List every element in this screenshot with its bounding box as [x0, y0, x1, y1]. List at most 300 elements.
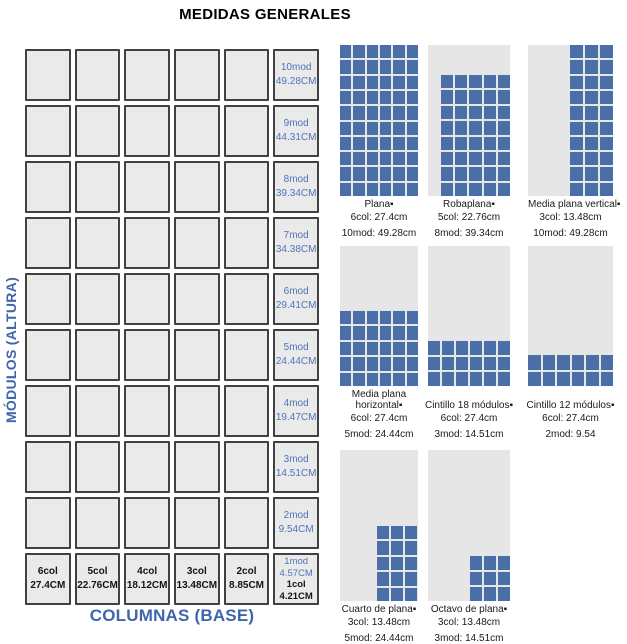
module-square — [380, 122, 391, 135]
module-square — [484, 121, 496, 134]
module-square — [586, 372, 599, 387]
format-label — [428, 199, 510, 239]
module-square — [456, 341, 468, 355]
module-square — [353, 60, 364, 73]
module-square — [484, 587, 496, 601]
module-square — [340, 106, 351, 119]
module-square — [353, 91, 364, 104]
mod-label-cell — [273, 329, 319, 381]
mod-label-cell — [273, 441, 319, 493]
y-axis-label: MÓDULOS (ALTURA) — [3, 276, 19, 424]
module-square — [428, 357, 440, 371]
mod-label: 5mod — [283, 342, 309, 353]
module-square — [498, 341, 510, 355]
module-square — [498, 372, 510, 386]
format-label — [528, 389, 613, 440]
module-square — [484, 183, 496, 196]
module-square — [484, 106, 496, 119]
module-square — [441, 75, 453, 88]
mod-label-cell — [273, 161, 319, 213]
col-label-cell — [25, 553, 71, 605]
module-square — [442, 357, 454, 371]
format-name — [528, 199, 621, 210]
format-name-line: Cintillo 18 módulos▪ — [424, 400, 514, 411]
module-square — [393, 167, 404, 180]
module-square — [570, 137, 583, 150]
grid-cell — [174, 385, 220, 437]
mod-label-cell — [273, 385, 319, 437]
module-square — [585, 106, 598, 119]
mod-label: 7mod — [283, 230, 309, 241]
module-square — [393, 152, 404, 165]
module-square — [380, 326, 391, 339]
mod-label: 10mod — [280, 62, 312, 73]
mod-size-label: 49.28CM — [275, 76, 317, 87]
module-square — [570, 183, 583, 196]
col-label: 4col — [137, 566, 158, 577]
format-mod-size: 5mod: 24.44cm — [344, 429, 414, 440]
module-square — [340, 137, 351, 150]
col-label: 5col — [87, 566, 108, 577]
module-square — [340, 326, 351, 339]
module-square — [353, 45, 364, 58]
grid-cell — [174, 217, 220, 269]
module-square — [498, 121, 510, 134]
module-square — [484, 341, 496, 355]
module-square — [498, 106, 510, 119]
module-square — [428, 372, 440, 386]
grid-cell — [224, 217, 270, 269]
format-name — [340, 389, 418, 411]
grid-cell — [124, 49, 170, 101]
module-square — [441, 183, 453, 196]
format-robaplana — [428, 45, 510, 239]
module-square — [498, 183, 510, 196]
grid-cell — [124, 441, 170, 493]
module-square — [498, 357, 510, 371]
module-square — [367, 373, 378, 386]
module-square — [393, 122, 404, 135]
module-grid — [340, 311, 418, 386]
module-square — [380, 183, 391, 196]
grid-cell — [224, 273, 270, 325]
module-square — [367, 76, 378, 89]
module-square — [407, 326, 418, 339]
module-square — [570, 45, 583, 58]
module-square — [377, 541, 389, 554]
module-grid — [340, 45, 418, 196]
module-square — [340, 167, 351, 180]
grid-cell — [75, 273, 121, 325]
format-mod-size: 2mod: 9.54 — [545, 429, 596, 440]
grid-cell — [124, 497, 170, 549]
mod-label: 3mod — [283, 454, 309, 465]
format-col-size: 3col: 13.48cm — [437, 617, 501, 628]
format-cuarto-de-plana — [340, 450, 418, 644]
module-square — [600, 183, 613, 196]
module-square — [405, 541, 417, 554]
module-square — [470, 357, 482, 371]
grid-cell — [25, 161, 71, 213]
grid-cell — [224, 161, 270, 213]
module-grid — [528, 355, 613, 386]
module-square — [498, 556, 510, 570]
module-square — [393, 183, 404, 196]
col-size-label: 18.12CM — [126, 580, 168, 591]
format-col-size: 6col: 27.4cm — [440, 413, 498, 424]
grid-cell — [174, 273, 220, 325]
module-square — [353, 122, 364, 135]
module-square — [367, 137, 378, 150]
module-square — [407, 91, 418, 104]
module-square — [600, 137, 613, 150]
module-square — [484, 75, 496, 88]
grid-cell — [25, 217, 71, 269]
mod-size-label: 9.54CM — [278, 524, 314, 535]
module-square — [393, 311, 404, 324]
module-square — [441, 106, 453, 119]
format-panel — [528, 246, 613, 386]
module-square — [484, 167, 496, 180]
format-name-line: Octavo de plana▪ — [430, 604, 508, 615]
module-square — [407, 183, 418, 196]
module-square — [340, 122, 351, 135]
format-name-line: Cuarto de plana▪ — [341, 604, 417, 615]
col-label: 3col — [186, 566, 207, 577]
format-name-line: Robaplana▪ — [443, 199, 495, 210]
module-square — [572, 372, 585, 387]
grid-cell — [224, 441, 270, 493]
grid-cell — [124, 105, 170, 157]
corner-label-cell — [273, 553, 319, 605]
format-name-line: Media plana vertical▪ — [528, 199, 621, 210]
grid-cell — [75, 161, 121, 213]
module-square — [367, 167, 378, 180]
module-square — [407, 167, 418, 180]
module-square — [353, 357, 364, 370]
format-col-size: 6col: 27.4cm — [350, 212, 408, 223]
module-square — [353, 137, 364, 150]
module-square — [353, 373, 364, 386]
module-square — [367, 106, 378, 119]
mod-size-label: 24.44CM — [275, 356, 317, 367]
module-square — [469, 75, 481, 88]
measurement-grid — [25, 49, 319, 605]
module-square — [585, 122, 598, 135]
grid-cell — [174, 497, 220, 549]
grid-cell — [124, 385, 170, 437]
grid-cell — [75, 49, 121, 101]
mod-size-label: 29.41CM — [275, 300, 317, 311]
module-square — [367, 183, 378, 196]
module-square — [498, 167, 510, 180]
module-square — [391, 541, 403, 554]
col-label-cell — [124, 553, 170, 605]
format-name-line: Cintillo 12 módulos▪ — [526, 400, 615, 411]
format-mod-size: 5mod: 24.44cm — [344, 633, 414, 644]
module-square — [586, 355, 599, 370]
module-square — [407, 357, 418, 370]
format-media-plana-vertical — [528, 45, 621, 239]
module-square — [367, 122, 378, 135]
format-panel — [340, 450, 418, 601]
module-square — [353, 152, 364, 165]
module-square — [380, 357, 391, 370]
mod-label: 2mod — [283, 510, 309, 521]
module-square — [441, 90, 453, 103]
module-square — [498, 75, 510, 88]
module-square — [407, 373, 418, 386]
mod-label-cell — [273, 49, 319, 101]
mod-size-label: 4.57CM — [279, 567, 313, 579]
module-square — [380, 91, 391, 104]
module-square — [441, 137, 453, 150]
module-square — [380, 60, 391, 73]
module-square — [340, 183, 351, 196]
module-square — [407, 106, 418, 119]
mod-size-label: 19.47CM — [275, 412, 317, 423]
col-size-label: 22.76CM — [77, 580, 118, 591]
module-square — [484, 372, 496, 386]
module-square — [405, 557, 417, 570]
module-square — [470, 372, 482, 386]
format-panel — [340, 246, 418, 386]
module-square — [455, 183, 467, 196]
module-square — [469, 106, 481, 119]
module-square — [428, 341, 440, 355]
format-col-size: 6col: 27.4cm — [542, 413, 599, 424]
col-size-label: 27.4CM — [30, 580, 66, 591]
module-square — [393, 326, 404, 339]
module-square — [470, 587, 482, 601]
mod-label-cell — [273, 273, 319, 325]
mod-size-label: 44.31CM — [275, 132, 317, 143]
module-square — [455, 121, 467, 134]
module-square — [600, 122, 613, 135]
module-square — [340, 76, 351, 89]
module-grid — [470, 556, 510, 601]
module-square — [340, 152, 351, 165]
module-square — [407, 60, 418, 73]
grid-cell — [174, 161, 220, 213]
col-label-cell — [224, 553, 270, 605]
mod-label: 1mod — [284, 556, 309, 567]
grid-cell — [25, 329, 71, 381]
grid-cell — [224, 105, 270, 157]
module-square — [367, 311, 378, 324]
module-square — [570, 152, 583, 165]
module-square — [498, 572, 510, 586]
module-square — [407, 342, 418, 355]
module-grid — [428, 341, 510, 386]
format-col-size: 3col: 13.48cm — [539, 212, 602, 223]
format-label — [340, 604, 418, 644]
module-square — [380, 106, 391, 119]
module-square — [455, 106, 467, 119]
module-square — [469, 183, 481, 196]
mod-label: 8mod — [283, 174, 309, 185]
module-square — [377, 526, 389, 539]
format-label — [428, 604, 510, 644]
module-square — [469, 90, 481, 103]
mod-size-label: 39.34CM — [275, 188, 317, 199]
module-square — [601, 372, 614, 387]
grid-cell — [124, 329, 170, 381]
col-label: 6col — [37, 566, 58, 577]
module-square — [456, 372, 468, 386]
col-size-label: 4.21CM — [279, 590, 313, 602]
module-square — [543, 372, 556, 387]
module-square — [380, 152, 391, 165]
module-square — [393, 91, 404, 104]
module-square — [393, 76, 404, 89]
format-mod-size: 3mod: 14.51cm — [434, 429, 504, 440]
format-mod-size: 10mod: 49.28cm — [341, 228, 417, 239]
module-square — [353, 326, 364, 339]
module-square — [470, 556, 482, 570]
module-square — [570, 167, 583, 180]
format-name — [424, 389, 514, 411]
grid-cell — [224, 385, 270, 437]
grid-cell — [75, 105, 121, 157]
module-square — [455, 152, 467, 165]
format-name — [340, 199, 418, 210]
module-square — [484, 90, 496, 103]
module-square — [469, 167, 481, 180]
module-square — [353, 106, 364, 119]
module-grid — [441, 75, 510, 196]
module-square — [441, 152, 453, 165]
module-square — [442, 372, 454, 386]
module-square — [498, 587, 510, 601]
grid-cell — [124, 217, 170, 269]
module-square — [585, 60, 598, 73]
module-square — [455, 167, 467, 180]
grid-cell — [25, 497, 71, 549]
module-square — [600, 45, 613, 58]
module-square — [393, 60, 404, 73]
mod-label: 4mod — [283, 398, 309, 409]
module-square — [380, 137, 391, 150]
col-size-label: 13.48CM — [176, 580, 218, 591]
grid-cell — [75, 329, 121, 381]
module-square — [407, 311, 418, 324]
module-square — [407, 137, 418, 150]
module-square — [340, 311, 351, 324]
module-square — [572, 355, 585, 370]
grid-cell — [25, 273, 71, 325]
format-name-line: Media plana — [351, 389, 407, 400]
format-panel — [528, 45, 613, 196]
module-square — [456, 357, 468, 371]
module-square — [377, 572, 389, 585]
format-panel — [428, 450, 510, 601]
module-square — [528, 355, 541, 370]
grid-cell — [224, 329, 270, 381]
format-col-size: 5col: 22.76cm — [437, 212, 501, 223]
module-square — [380, 342, 391, 355]
module-grid — [377, 526, 417, 601]
module-square — [393, 137, 404, 150]
module-square — [600, 60, 613, 73]
grid-cell — [224, 497, 270, 549]
module-square — [484, 556, 496, 570]
col-size-label: 8.85CM — [228, 580, 264, 591]
grid-cell — [174, 105, 220, 157]
mod-size-label: 14.51CM — [275, 468, 317, 479]
module-square — [393, 106, 404, 119]
module-square — [600, 76, 613, 89]
module-square — [585, 137, 598, 150]
module-square — [340, 60, 351, 73]
module-square — [455, 137, 467, 150]
module-square — [570, 76, 583, 89]
module-square — [557, 372, 570, 387]
module-square — [442, 341, 454, 355]
module-square — [469, 137, 481, 150]
mod-label: 9mod — [283, 118, 309, 129]
format-plana — [340, 45, 418, 239]
grid-cell — [75, 497, 121, 549]
format-col-size: 6col: 27.4cm — [350, 413, 408, 424]
grid-cell — [25, 105, 71, 157]
module-square — [377, 557, 389, 570]
module-square — [407, 76, 418, 89]
module-square — [585, 152, 598, 165]
col-label-cell — [174, 553, 220, 605]
grid-cell — [75, 385, 121, 437]
module-square — [405, 526, 417, 539]
grid-cell — [174, 441, 220, 493]
module-square — [600, 106, 613, 119]
format-col-size: 3col: 13.48cm — [347, 617, 411, 628]
module-square — [367, 357, 378, 370]
grid-cell — [25, 441, 71, 493]
module-square — [484, 137, 496, 150]
module-grid — [570, 45, 613, 196]
format-name — [428, 604, 510, 615]
module-square — [484, 152, 496, 165]
module-square — [405, 572, 417, 585]
module-square — [585, 167, 598, 180]
module-square — [340, 45, 351, 58]
module-square — [557, 355, 570, 370]
module-square — [469, 121, 481, 134]
format-media-plana-horizontal — [340, 246, 418, 440]
module-square — [600, 91, 613, 104]
module-square — [391, 557, 403, 570]
module-square — [367, 91, 378, 104]
module-square — [353, 311, 364, 324]
format-octavo-de-plana — [428, 450, 510, 644]
col-label: 2col — [236, 566, 257, 577]
mod-label-cell — [273, 217, 319, 269]
module-square — [570, 106, 583, 119]
grid-cell — [75, 217, 121, 269]
grid-cell — [174, 329, 220, 381]
grid-cell — [124, 161, 170, 213]
module-square — [570, 122, 583, 135]
module-square — [340, 357, 351, 370]
module-square — [600, 167, 613, 180]
format-name-line: Plana▪ — [364, 199, 394, 210]
module-square — [353, 76, 364, 89]
module-square — [470, 572, 482, 586]
grid-cell — [174, 49, 220, 101]
grid-cell — [25, 385, 71, 437]
x-axis-label: COLUMNAS (BASE) — [89, 606, 255, 625]
mod-size-label: 34.38CM — [275, 244, 317, 255]
